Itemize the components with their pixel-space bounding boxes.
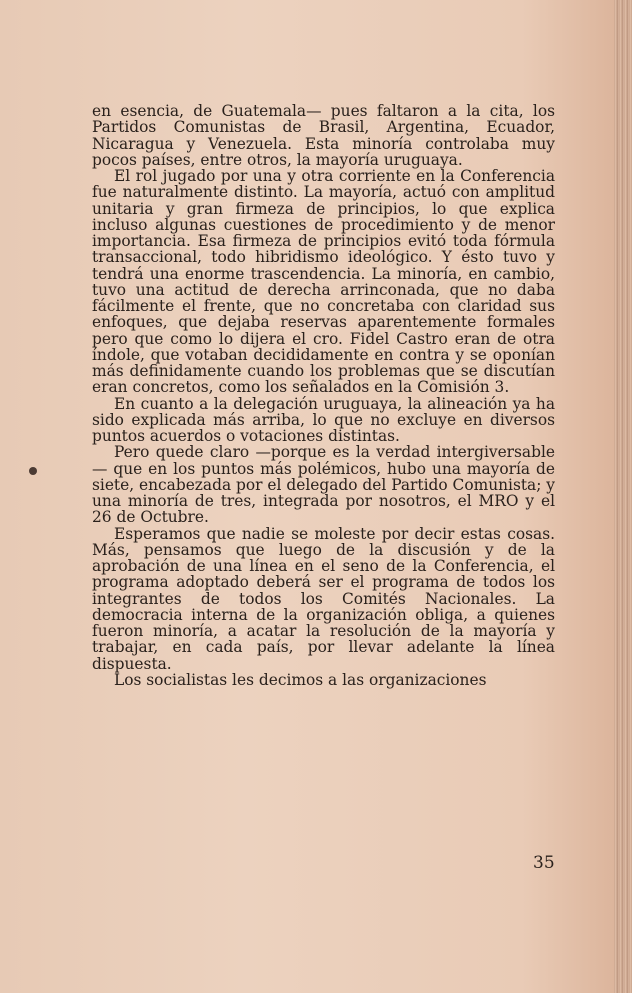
- paragraph: El rol jugado por una y otra corriente en la Conferencia fue naturalmente distinto. La mayoría, actuó con amplitud unitaria y gran firmeza de principios, lo que explica incluso algunas cuestiones de procedimiento y de menor importancia. Esa firmeza de principios evitó toda fórmula transaccional, todo hibridismo ideológico. Y ésto tuvo y tendrá una enorme trascendencia. La minoría, en cambio, tuvo una actitud de derecha arrinconada, que no daba fácilmente el frente, que no concretaba con claridad sus enfoques, que dejaba reservas aparentemente formales pero que como lo dijera el cro. Fidel Castro eran de otra índole, que votaban decididamente en contra y se oponían más definidamente cuando los problemas que se discutían eran concretos, como los señalados en la Comisión 3.: [92, 167, 555, 397]
- paragraph: Esperamos que nadie se moleste por decir estas cosas. Más, pensamos que luego de la discusión y de la aprobación de una línea en el seno de la Conferencia, el programa adoptado deberá ser el programa de todos los integrantes de todos los Comités Nacionales. La democracia interna de la organización obliga, a quienes fueron minoría, a acatar la resolución de la mayoría y trabajar, en cada país, por llevar adelante la línea dispuesta.: [92, 524, 555, 673]
- paragraph: Los socialistas les decimos a las organizaciones: [114, 670, 487, 689]
- ink-spot: [29, 467, 37, 475]
- paragraph: Pero quede claro —porque es la verdad intergiversable— que en los puntos más polémicos, hubo una mayoría de siete, encabezada por el delegado del Partido Comunista; y una minoría de tres, integrada por nosotros, el MRO y el 26 de Octubre.: [92, 443, 555, 527]
- body-text: [92, 103, 555, 688]
- paragraph: en esencia, de Guatemala— pues faltaron a la cita, los Partidos Comunistas de Brasil, Argentina, Ecuador, Nicaragua y Venezuela. Esta minoría controlaba muy pocos países, entre otros, la mayoría uruguaya.: [92, 102, 555, 169]
- paragraph: En cuanto a la delegación uruguaya, la alineación ya ha sido explicada más arriba, lo que no excluye en diversos puntos acuerdos o votaciones distintas.: [92, 394, 555, 445]
- page-number: 35: [533, 853, 555, 873]
- page-edges: [614, 0, 632, 993]
